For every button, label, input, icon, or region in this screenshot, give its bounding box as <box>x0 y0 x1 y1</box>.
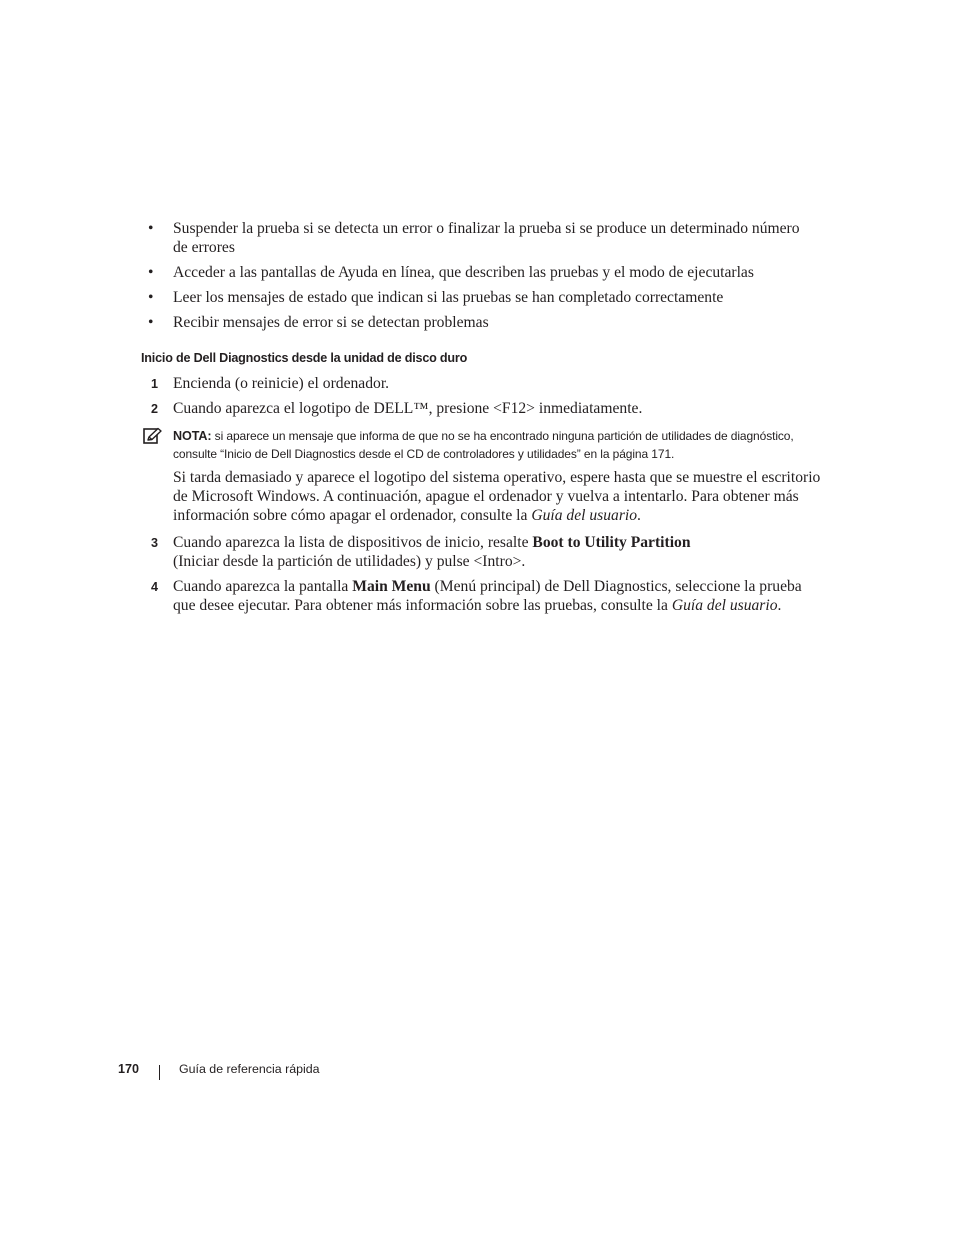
step-3 <box>141 533 821 571</box>
bullet-glyph: • <box>148 264 154 281</box>
step-number: 2 <box>151 402 159 416</box>
user-guide-reference: Guía del usuario <box>671 597 778 614</box>
step-text <box>173 577 821 615</box>
note-label: NOTA: <box>173 429 212 443</box>
step-text: Cuando aparezca el logotipo de DELL™, presione <F12> inmediatamente. <box>173 400 643 417</box>
bullet-glyph: • <box>148 220 154 237</box>
note-box <box>143 427 823 463</box>
list-item-text: Suspender la prueba si se detecta un error o finalizar la prueba si se produce un determinado número de errores <box>173 220 800 256</box>
list-item-text: Acceder a las pantallas de Ayuda en línea, que describen las pruebas y el modo de ejecutarlas <box>173 264 754 281</box>
main-menu-name: Main Menu <box>352 578 431 595</box>
paragraph-text: Si tarda demasiado y aparece el logotipo del sistema operativo, espere hasta que se muestre el escritorio de Microsoft Windows. A continuación, apague el ordenador y vuelva a intentarlo. Para obtener más información sobre cómo apagar el ordenador, consulte la <box>173 469 821 524</box>
list-item-text: Recibir mensajes de error si se detectan problemas <box>173 314 489 331</box>
note-text <box>173 427 823 463</box>
list-item <box>146 288 816 307</box>
list-item-text: Leer los mensajes de estado que indican si las pruebas se han completado correctamente <box>173 289 724 306</box>
step-number: 4 <box>151 580 159 594</box>
note-body: si aparece un mensaje que informa de que no se ha encontrado ninguna partición de utilidades de diagnóstico, consulte “Inicio de Dell Diagnostics desde el CD de controladores y utilidades” en la página 171. <box>173 429 794 461</box>
step-1 <box>141 374 821 393</box>
step-text: Encienda (o reinicie) el ordenador. <box>173 375 390 392</box>
bullet-glyph: • <box>148 289 154 306</box>
step-number: 3 <box>151 536 159 550</box>
feature-bullet-list <box>146 219 816 338</box>
bullet-glyph: • <box>148 314 154 331</box>
section-heading: Inicio de Dell Diagnostics desde la unidad de disco duro <box>141 351 468 365</box>
user-guide-reference: Guía del usuario <box>531 507 638 524</box>
footer-divider <box>159 1065 160 1080</box>
step-text-end: . <box>777 597 782 614</box>
body-paragraph <box>173 468 823 525</box>
step-text-middle: (Menú principal) de Dell Diagnostics, seleccione la prueba que desee ejecutar. Para obtener más información sobre las pruebas, consulte la <box>173 578 802 614</box>
step-text <box>173 533 693 571</box>
list-item <box>146 313 816 332</box>
step-number: 1 <box>151 377 159 391</box>
list-item <box>146 219 816 257</box>
step-text-end: (Iniciar desde la partición de utilidades) y pulse <Intro>. <box>173 553 526 570</box>
pencil-note-icon <box>143 427 163 445</box>
boot-option-name: Boot to Utility Partition <box>532 534 691 551</box>
step-4 <box>141 577 821 615</box>
step-text-start: Cuando aparezca la lista de dispositivos de inicio, resalte <box>173 534 533 551</box>
step-text-start: Cuando aparezca la pantalla <box>173 578 353 595</box>
page-number: 170 <box>118 1062 140 1076</box>
paragraph-end: . <box>637 507 641 524</box>
footer-title: Guía de referencia rápida <box>179 1062 320 1076</box>
page-footer <box>118 1062 320 1076</box>
step-2 <box>141 399 821 418</box>
list-item <box>146 263 816 282</box>
